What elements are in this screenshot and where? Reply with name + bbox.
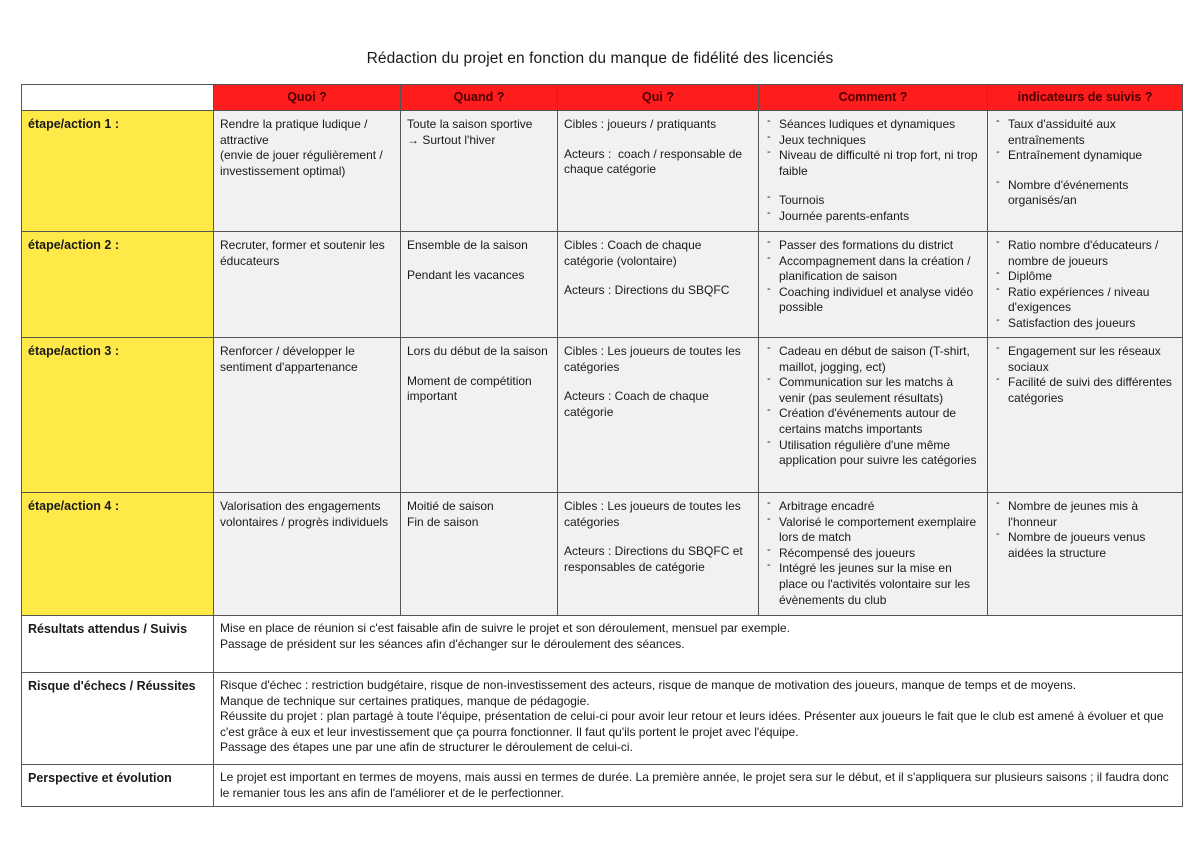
text-line: Renforcer / développer le sentiment d'appartenance [220,344,359,374]
row-label: Résultats attendus / Suivis [22,616,214,673]
list-item: - Niveau de difficulté ni trop fort, ni trop faible [765,148,981,179]
list-item: - Nombre d'événements organisés/an [994,178,1176,209]
text-line: Recruter, former et soutenir les éducateurs [220,238,389,268]
text-line: Moitié de saison [407,499,494,513]
text-line: Valorisation des engagements volontaires / progrès individuels [220,499,389,529]
text-line: Cibles : Les joueurs de toutes les catégories [564,499,745,529]
list-item: - Tournois [765,193,981,209]
list-item: - Création d'événements autour de certains matchs importants [765,406,981,437]
list-item: - Ratio nombre d'éducateurs / nombre de joueurs [994,238,1176,269]
text-line: Ensemble de la saison [407,238,528,252]
list-item: - Valorisé le comportement exemplaire lors de match [765,515,981,546]
text-line: Moment de compétition important [407,373,536,404]
list-item: - Récompensé des joueurs [765,546,981,562]
list-item: - Facilité de suivi des différentes catégories [994,375,1176,406]
list-item: - Engagement sur les réseaux sociaux [994,344,1176,375]
text-line: Réussite du projet : plan partagé à toute l'équipe, présentation de celui-ci pour avoir leur retour et leurs idées. Présenter aux joueurs le fait que le club est amené à évoluer et que c'est grâce à eux et leur investissement que ça pourra fonctionner. Il faut qu'ils portent le projet avec l'équipe. [220,709,1167,739]
quand-cell [401,493,558,616]
header-comment: Comment ? [759,85,988,111]
list-item: - Cadeau en début de saison (T-shirt, maillot, jogging, ect) [765,344,981,375]
qui-cell [558,111,759,232]
table-row [22,493,1183,616]
list-item: - Jeux techniques [765,133,981,149]
step-label: étape/action 2 : [22,232,214,338]
text-line: Acteurs : Coach de chaque catégorie [564,389,713,419]
row-label: Risque d'échecs / Réussites [22,673,214,765]
indicateurs-cell [988,338,1183,493]
text-line: Fin de saison [407,514,479,529]
qui-cell [558,338,759,493]
list-item: - Arbitrage encadré [765,499,981,515]
step-label: étape/action 3 : [22,338,214,493]
text-line: Acteurs : Directions du SBQFC [564,283,730,298]
table-row [22,232,1183,338]
table-row [22,338,1183,493]
quand-cell [401,338,558,493]
step-label: étape/action 4 : [22,493,214,616]
text-line: → Surtout l'hiver [407,132,496,147]
qui-cell [558,232,759,338]
text-line: (envie de jouer régulièrement / investissement optimal) [220,148,387,178]
text-line: Acteurs : Directions du SBQFC et responsables de catégorie [564,544,747,574]
indicateurs-cell [988,232,1183,338]
list-item: - Coaching individuel et analyse vidéo possible [765,285,981,316]
list-item: - Entraînement dynamique [994,148,1176,164]
wide-cell [214,765,1183,807]
text-line: Lors du début de la saison [407,344,548,358]
table-row [22,111,1183,232]
indicateurs-cell [988,111,1183,232]
text-line: Risque d'échec : restriction budgétaire, risque de non-investissement des acteurs, risque de manque de motivation des joueurs, manque de temps et de moyens. [220,678,1077,692]
comment-cell [759,232,988,338]
wide-cell [214,616,1183,673]
list-item: - Accompagnement dans la création / planification de saison [765,254,981,285]
quand-cell [401,232,558,338]
header-row [22,85,1183,111]
text-line: Cibles : joueurs / pratiquants [564,117,717,131]
list-item: - Communication sur les matchs à venir (pas seulement résultats) [765,375,981,406]
list-item: - Séances ludiques et dynamiques [765,117,981,133]
table-row [22,673,1183,765]
header-quoi: Quoi ? [214,85,401,111]
list-item: - Journée parents-enfants [765,209,981,225]
header-indicateurs: indicateurs de suivis ? [988,85,1183,111]
table-row [22,616,1183,673]
header-blank [22,85,214,111]
row-label: Perspective et évolution [22,765,214,807]
header-quand: Quand ? [401,85,558,111]
quoi-cell [214,232,401,338]
text-line: Toute la saison sportive [407,117,533,131]
text-line: Pendant les vacances [407,267,525,282]
quoi-cell [214,338,401,493]
indicateurs-cell [988,493,1183,616]
quoi-cell [214,111,401,232]
comment-cell [759,493,988,616]
text-line: Rendre la pratique ludique / attractive [220,117,371,147]
comment-cell [759,111,988,232]
text-line: Acteurs : coach / responsable de chaque catégorie [564,146,746,177]
wide-cell [214,673,1183,765]
comment-cell [759,338,988,493]
list-item: - Ratio expériences / niveau d'exigences [994,285,1176,316]
list-item: - Nombre de joueurs venus aidées la structure [994,530,1176,561]
quand-cell [401,111,558,232]
text-line: Cibles : Coach de chaque catégorie (volontaire) [564,238,705,268]
text-line: Cibles : Les joueurs de toutes les catégories [564,344,745,374]
list-item: - Nombre de jeunes mis à l'honneur [994,499,1176,530]
text-line: Manque de technique sur certaines pratiques, manque de pédagogie. [220,693,590,708]
list-item: - Taux d'assiduité aux entraînements [994,117,1176,148]
quoi-cell [214,493,401,616]
list-item: - Diplôme [994,269,1176,285]
list-item: - Utilisation régulière d'une même application pour suivre les catégories [765,438,981,469]
step-label: étape/action 1 : [22,111,214,232]
text-line: Mise en place de réunion si c'est faisable afin de suivre le projet et son déroulement, mensuel par exemple. [220,621,790,635]
list-item: - Satisfaction des joueurs [994,316,1176,332]
qui-cell [558,493,759,616]
list-item: - Intégré les jeunes sur la mise en place ou l'activités volontaire sur les évènements du club [765,561,981,608]
text-line: Passage de président sur les séances afin d'échanger sur le déroulement des séances. [220,636,685,651]
project-table [21,84,1183,807]
page-title: Rédaction du projet en fonction du manque de fidélité des licenciés [366,50,834,67]
table-row [22,765,1183,807]
text-line: Passage des étapes une par une afin de structurer le déroulement de celui-ci. [220,740,633,755]
header-qui: Qui ? [558,85,759,111]
list-item: - Passer des formations du district [765,238,981,254]
text-line: Le projet est important en termes de moyens, mais aussi en termes de durée. La première année, le projet sera sur le début, et il s'appliquera sur plusieurs saisons ; il faudra donc le remanier tous les ans afin de l'améliorer et de le perfectionner. [220,770,1173,800]
